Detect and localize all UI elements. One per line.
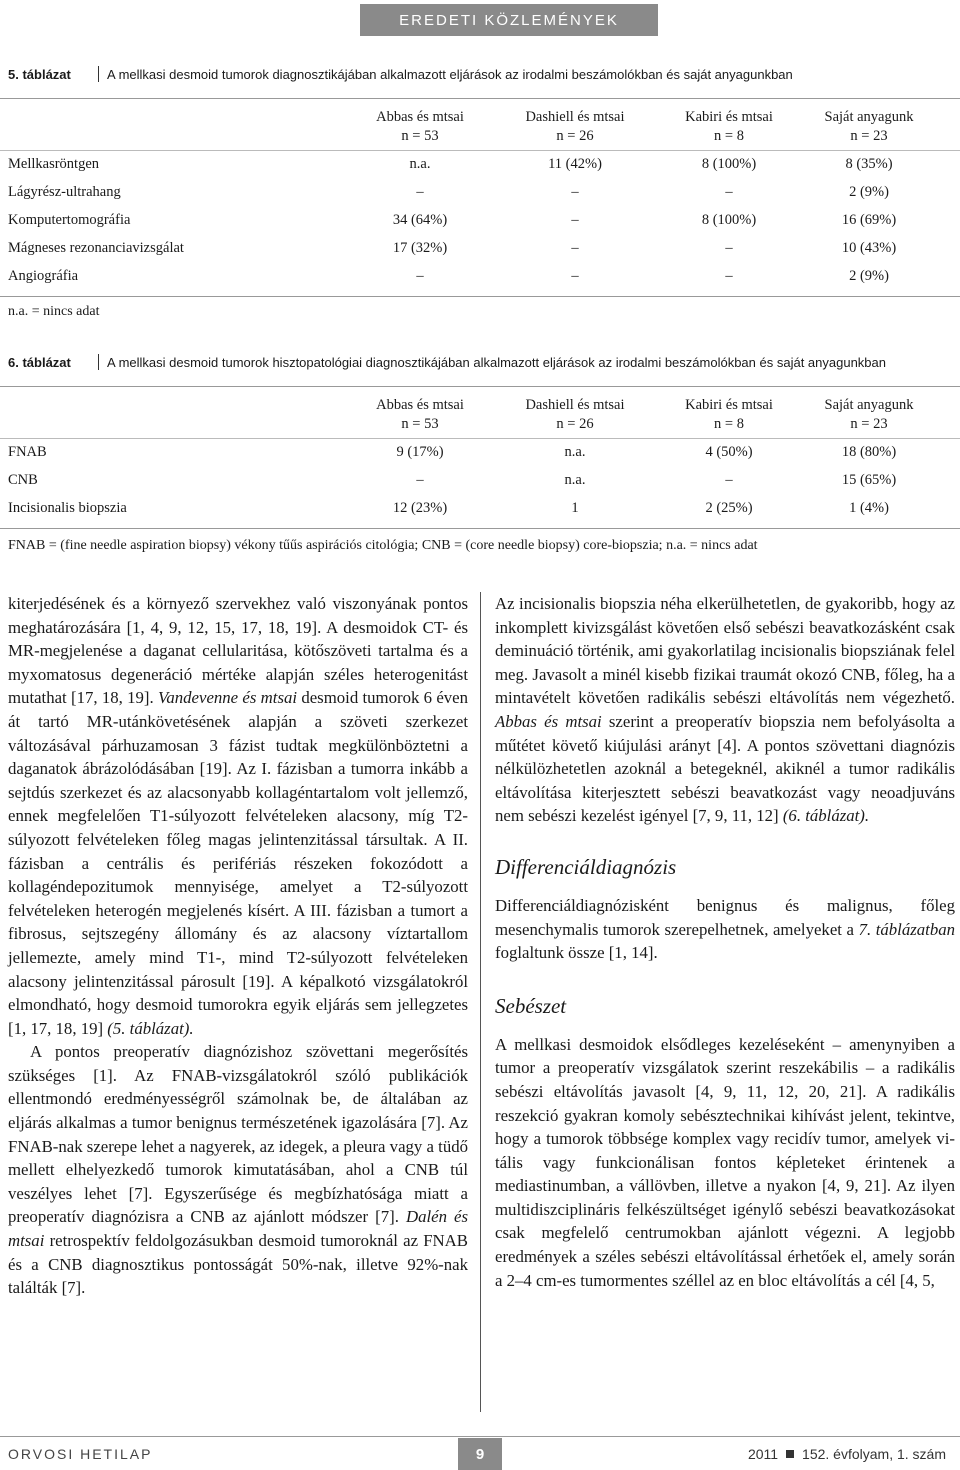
row-label: CNB [8, 472, 38, 488]
table-cell: 1 (4%) [849, 500, 889, 516]
table-cell: – [571, 184, 579, 200]
section-header: EREDETI KÖZLEMÉNYEK [360, 4, 658, 36]
table6-col-header: Abbas és mtsai n = 53 [376, 397, 464, 432]
table-row [0, 212, 960, 234]
table6-header-rule [0, 438, 960, 439]
caption-divider [98, 354, 99, 370]
issue-info [748, 1446, 946, 1462]
row-label: Mellkasröntgen [8, 156, 100, 172]
section-heading: Sebészet [495, 993, 567, 1018]
table-cell: – [571, 212, 579, 228]
table-cell: – [416, 268, 424, 284]
table-ref: 7. táblázatban [858, 919, 955, 939]
table-cell: – [725, 240, 733, 256]
paragraph: A pontos preoperatív diagnózishoz szövettani megerősítés szükséges [1]. Az FNAB-vizsgálatokról szóló publikációk ellentmondó eredményességről számolnak be, de általában az eljárás alkalmas a tumor benignus természetének igazolására [7]. Az FNAB-nak szerepe lehet a nagyerek, az idegek, a pleura vagy a tüdő mellett elhelyezkedő tumorok kimutatásában, ahol a CNB túl veszélyes lehet [7]. Egyszerűsége és megbízhatósága miatt a preoperatív diagnózisra a CNB az ajánlott módszer [7]. Dalén és mtsai retrospektív feldolgozásukban desmoid tumoroknál az FNAB és a CNB diagnosztikus pontosságát 50%-nak, illetve 92%-nak találták [7]. [8, 1042, 469, 1298]
table-cell: 15 (65%) [841, 472, 897, 488]
left-text-column [8, 592, 468, 1300]
table-cell: – [416, 184, 424, 200]
table5-title: A mellkasi desmoid tumorok diagnosztikájában alkalmazott eljárások az irodalmi beszámolókban és saját anyagunkban [107, 66, 793, 82]
table-cell: 4 (50%) [705, 444, 753, 460]
paragraph: Az incisionalis biopszia néha elkerülhetetlen, de gyakoribb, hogy az inkomplett kivizsgálást követően első sebészi beavatkozásként csak deminuáció történik, ami gyakorlatilag incisionalis biopsziának felel meg. Javasolt a minél kisebb fizikai traumát okozó CNB, főleg, ha a mintavételt követően radikális sebészi eltávolítás nem végezhető. Abbas és mtsai szerint a preoperatív biopszia nem befolyásolta a műtétet követő kiújulási arányt [4]. A pontos szövettani diagnózis nélkülözhetetlen azoknál a betegeknél, akiknél a tumor radikális eltávolítása kiterjesztett sebészi beavatkozást vagy neoadjuváns nem sebészi kezelést igényel [7, 9, 11, 12] (6. táblázat). [495, 594, 955, 826]
table5-col-header: Dashiell és mtsai n = 26 [525, 109, 625, 144]
table6-col-header: Dashiell és mtsai n = 26 [525, 397, 625, 432]
square-bullet-icon [786, 1450, 794, 1458]
table-row [0, 500, 960, 522]
table-row [0, 444, 960, 466]
table5-col-header: Kabiri és mtsai n = 8 [685, 109, 773, 144]
table-row [0, 156, 960, 178]
table-cell: 17 (32%) [392, 240, 448, 256]
row-label: Lágyrész-ultrahang [8, 184, 121, 200]
table-cell: – [571, 240, 579, 256]
author-ref: Dalén és mtsai [8, 1207, 469, 1251]
table6-bottom-rule [0, 528, 960, 529]
table-row [0, 268, 960, 290]
table6-top-rule [0, 386, 960, 387]
footer-rule [0, 1436, 960, 1437]
caption-divider [98, 66, 99, 82]
table5-top-rule [0, 98, 960, 99]
table5-col-header: Saját anyagunk n = 23 [824, 109, 914, 144]
table-cell: n.a. [564, 472, 586, 488]
row-label: FNAB [8, 444, 47, 460]
table-cell: 34 (64%) [392, 212, 448, 228]
table5-col-header: Abbas és mtsai n = 53 [376, 109, 464, 144]
row-label: Komputertomográfia [8, 212, 131, 228]
table-cell: – [725, 184, 733, 200]
paragraph: kiterjedésének és a környező szervekhez való viszonyának pontos meghatározására [1, 4, 9, 12, 15, 17, 18, 19]. A desmoidok CT- és MR-megjelenése a daganat cellularitása, kötőszöveti tartalma és a myxomatosus degeneráció mértéke alapján széles heterogenitást mutathat [17, 18, 19]. Vandevenne és mtsai desmoid tumorok 6 éven át tartó MR-utánkövetésének alapján a szöveti szerkezet változásával párhuzamosan 3 fázist tudtak megkülönböztetni a daganatok ábrázolódásában [19]. Az I. fázisban a tumorra inkább a sejtdús szerkezet és az alacsonyabb kollagéntartalom volt jellemző, ennek megfelelően T1-súlyozott felvételeken alacsony, míg T2-súlyozott felvételeken főleg magas jelintenzitással társultak. A II. fázisban a centrális és perifériás részeken fokozódott a kollagéndepozitumok mennyisége, amelyet a T2-súlyozott felvételeken heterogén megjelenés kísért. A III. fázisban a tumort a fibrosus, sejtszegény állomány és az alacsony víztartallom jellemezte, amely mind T1-, mind T2-súlyozott felvételeken alacsony jelintenzitással párosult [19]. A képalkotó vizsgálatokról elmondható, hogy desmoid tumorokra egyik eljárás sem jellegzetes [1, 17, 18, 19] (5. táblázat). [8, 594, 469, 1038]
author-ref: Vandevenne és mtsai [157, 688, 298, 708]
table5-bottom-rule [0, 296, 960, 297]
journal-name: ORVOSI HETILAP [8, 1446, 153, 1462]
right-text-column [495, 592, 955, 1292]
column-divider [480, 592, 481, 1412]
table-cell: n.a. [409, 156, 431, 172]
table6-col-header: Kabiri és mtsai n = 8 [685, 397, 773, 432]
table-cell: 12 (23%) [392, 500, 448, 516]
row-label: Angiográfia [8, 268, 79, 284]
table-row [0, 184, 960, 206]
table-cell: – [571, 268, 579, 284]
table-cell: 2 (9%) [849, 268, 889, 284]
table-cell: – [416, 472, 424, 488]
issue-year: 2011 [747, 1446, 779, 1462]
table6-caption [8, 354, 886, 370]
paragraph: Differenciáldiagnózisként benignus és malignus, főleg mesenchymalis tumorok szerepelhetnek, amelyeket a 7. táblázatban foglaltunk össze [1, 14]. [495, 895, 955, 963]
table-cell: 2 (25%) [705, 500, 753, 516]
table-cell: 8 (100%) [701, 212, 757, 228]
page-number: 9 [458, 1438, 502, 1470]
table6-number: 6. táblázat [8, 354, 71, 370]
table-cell: 10 (43%) [841, 240, 897, 256]
table-row [0, 472, 960, 494]
section-heading: Differenciáldiagnózis [495, 854, 677, 879]
row-label: Mágneses rezonanciavizsgálat [8, 240, 184, 256]
row-label: Incisionalis biopszia [8, 500, 127, 516]
table-cell: 1 [571, 500, 579, 516]
table5-header-rule [0, 150, 960, 151]
paragraph: A mellkasi desmoidok elsődleges kezeléseként – amenynyiben a tumor a preoperatív vizsgálatok szerint reszekábilis – a radikális sebészi eltávolítás javasolt [4, 9, 11, 12, 20, 21]. A radikális reszekció gyakran komoly sebésztechnikai kihívást jelent, tekintve, hogy a tumorok többsége komplex vagy recidív tumor, amelyek vitális vagy funkcionálisan fontos képleteket érintenek a mediastinumban, a vállövben, illetve a nyakon [4, 9, 21]. Az ilyen multidiszciplináris felkészültséget igénylő sebészi beavatkozásokat csak megfelelő centrumokban ajánlott végezni. A legjobb eredmények a széles sebészi eltávolítással érhetőek el, amely során a 2–4 cm-es tumormentes széllel az en bloc eltávolítás a cél [4, 5, [495, 1034, 955, 1290]
table-cell: 18 (80%) [841, 444, 897, 460]
table-cell: 2 (9%) [849, 184, 889, 200]
table-cell: 9 (17%) [396, 444, 444, 460]
table6-title: A mellkasi desmoid tumorok hisztopatológiai diagnosztikájában alkalmazott eljárások az irodalmi beszámolókban és saját anyagunkban [107, 354, 886, 370]
table-cell: – [725, 472, 733, 488]
table6-col-header: Saját anyagunk n = 23 [824, 397, 914, 432]
table-ref: (5. táblázat). [107, 1018, 194, 1038]
table-row [0, 240, 960, 262]
table-cell: 16 (69%) [841, 212, 897, 228]
table5-number: 5. táblázat [8, 66, 71, 82]
table-cell: 8 (100%) [701, 156, 757, 172]
table-cell: 11 (42%) [548, 156, 602, 172]
table-ref: (6. táblázat). [782, 806, 870, 826]
table-cell: n.a. [564, 444, 586, 460]
table-cell: – [725, 268, 733, 284]
table5-caption [8, 66, 793, 82]
issue-volume: 152. évfolyam, 1. szám [802, 1446, 946, 1462]
table-cell: 8 (35%) [845, 156, 893, 172]
author-ref: Abbas és mtsai [495, 711, 602, 731]
table6-footnote: FNAB = (fine needle aspiration biopsy) vékony tűűs aspirációs citológia; CNB = (core needle biopsy) core-biopszia; n.a. = nincs adat [8, 538, 758, 553]
table5-footnote: n.a. = nincs adat [8, 304, 100, 319]
